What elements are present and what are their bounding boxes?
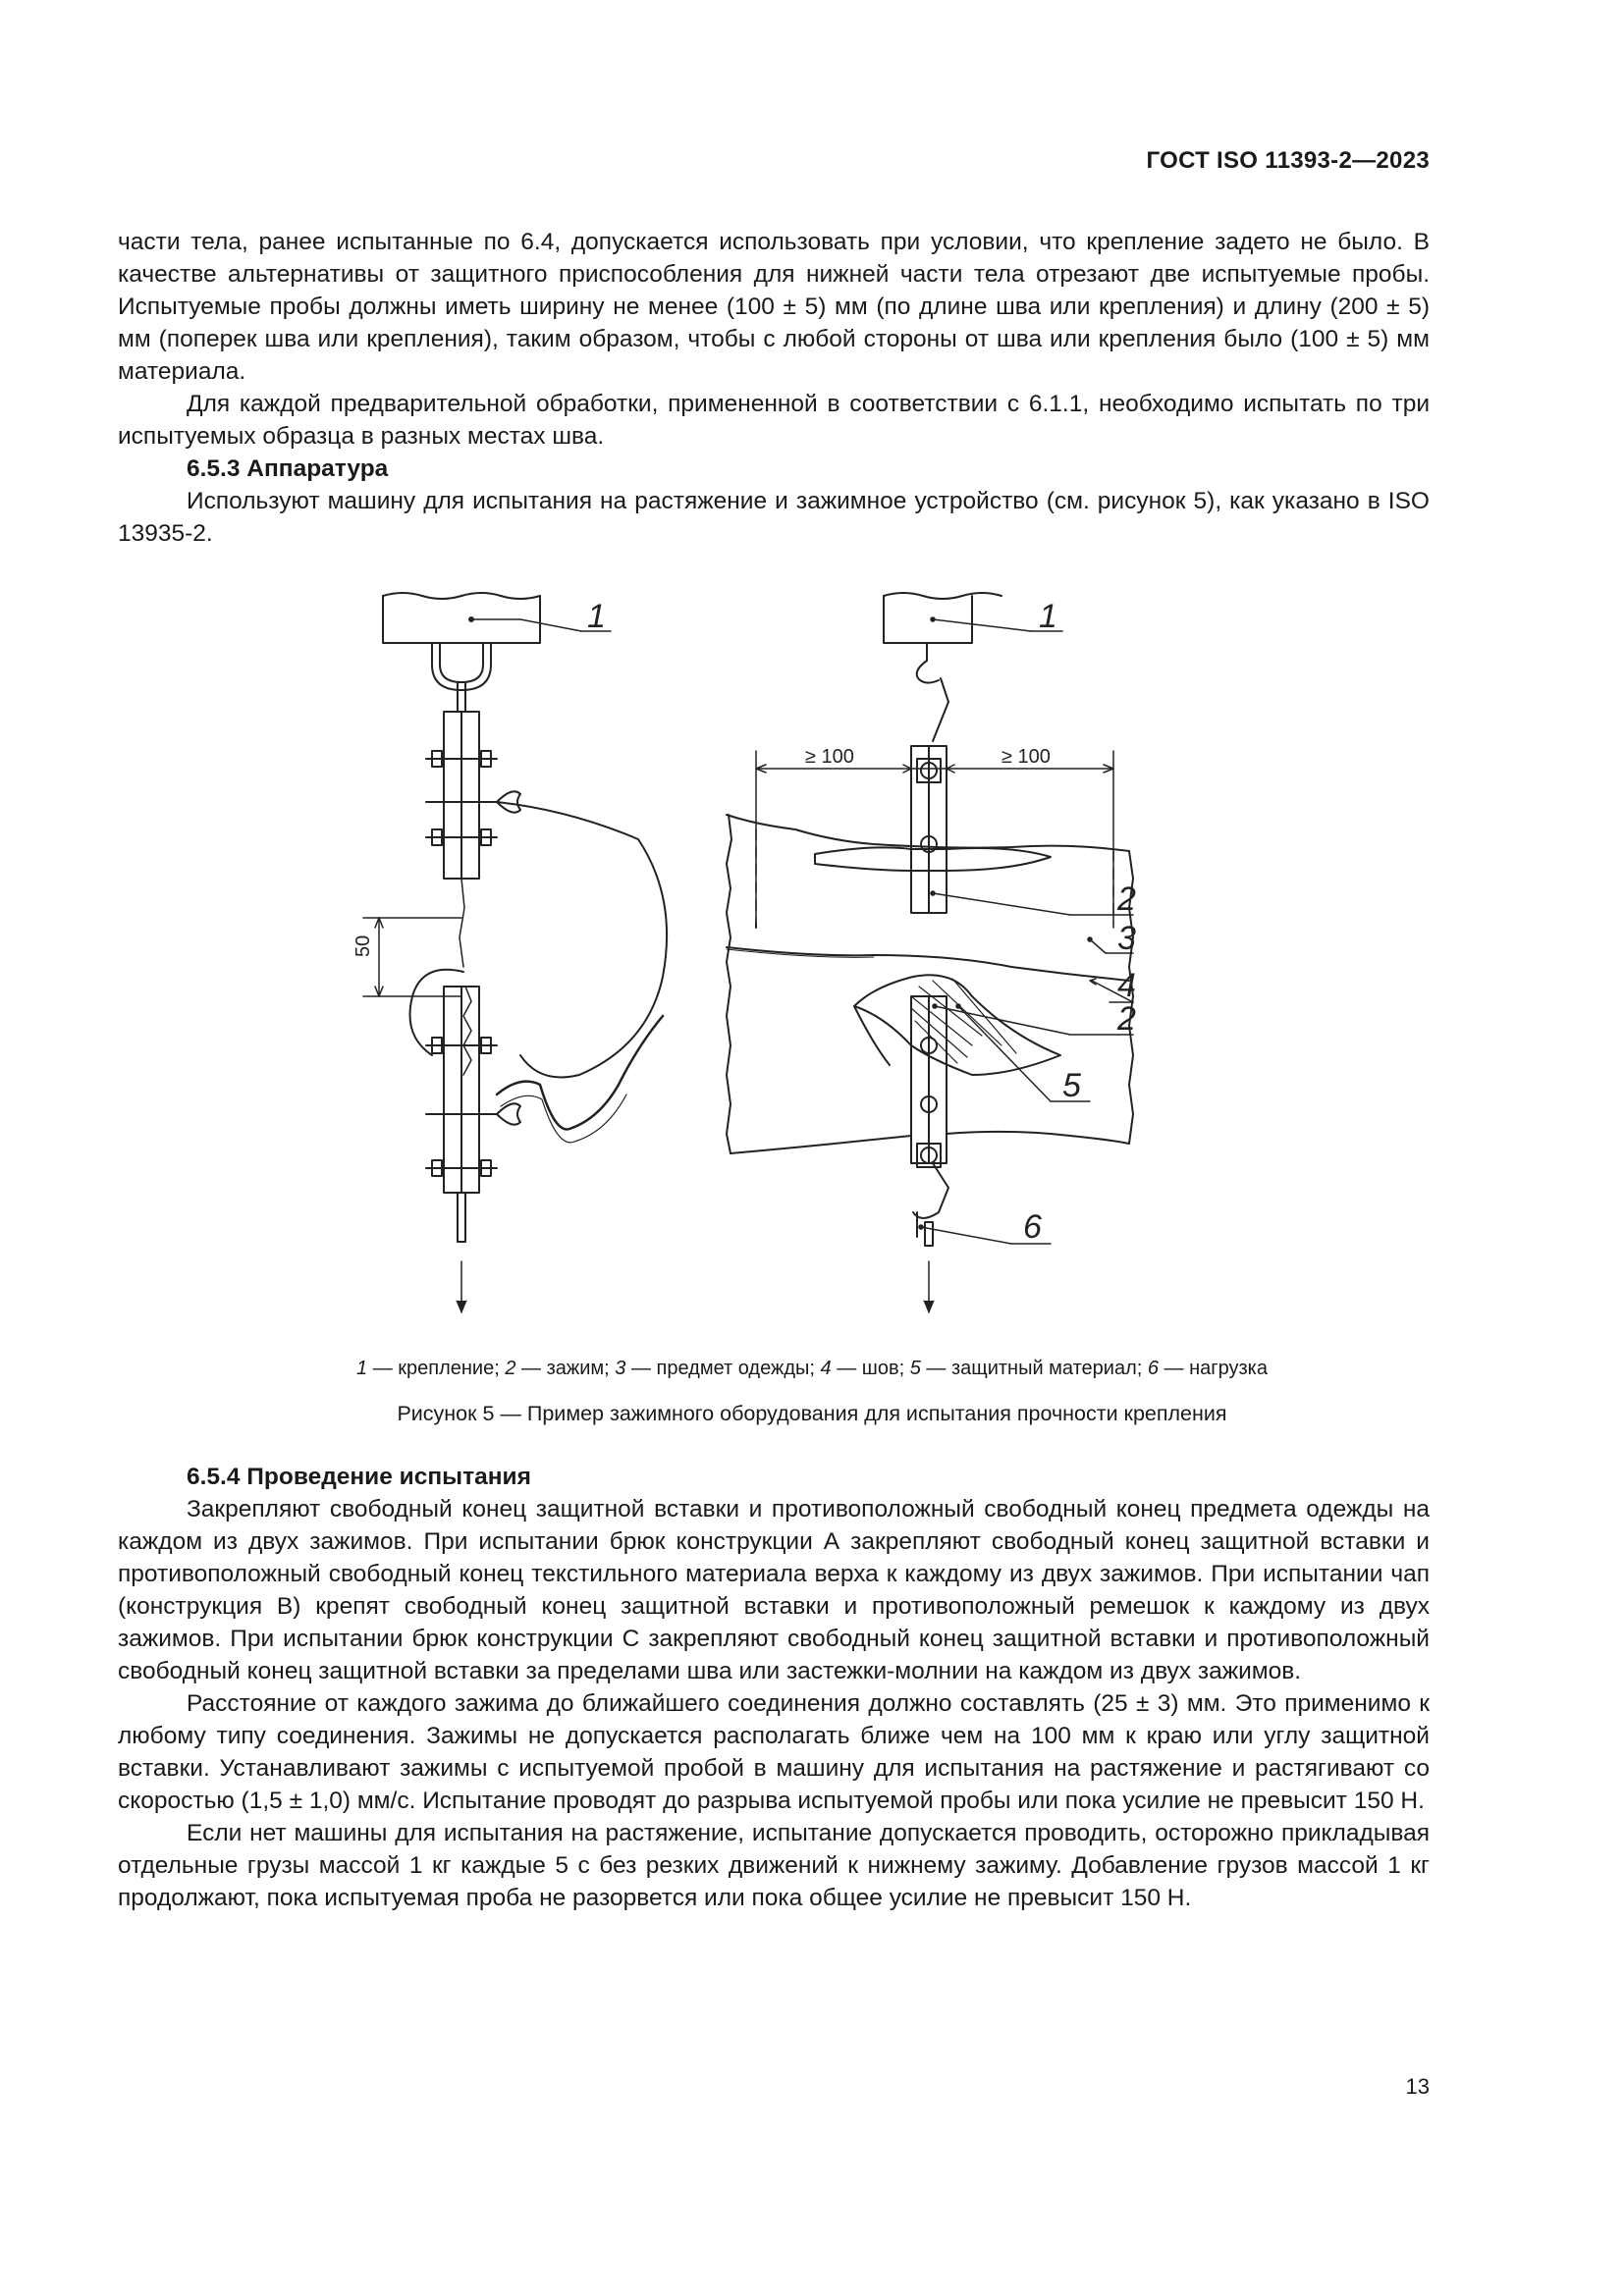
section-heading-6-5-3: 6.5.3 Аппаратура — [187, 455, 389, 482]
label-6: 6 — [1023, 1208, 1042, 1246]
section-heading-6-5-4: 6.5.4 Проведение испытания — [187, 1464, 531, 1490]
dimension-gap — [363, 918, 461, 996]
figure-legend — [0, 1358, 1624, 1380]
dimension-gap-label: 50 — [352, 934, 374, 957]
text-block-bottom — [118, 1461, 1430, 1914]
right-drawing — [727, 593, 1133, 1312]
dimension-right-label: ≥ 100 — [1001, 746, 1051, 768]
left-drawing — [352, 593, 667, 1312]
paragraph-apparatus: Используют машину для испытания на растяжение и зажимное устройство (см. рисунок 5), как указано в ISO 13935-2. — [118, 488, 1430, 547]
label-5: 5 — [1062, 1067, 1081, 1104]
legend-item-3: 3 — предмет одежды; — [615, 1358, 821, 1379]
label-1-right: 1 — [1039, 598, 1057, 635]
paragraph-weights: Если нет машины для испытания на растяжение, испытание допускается проводить, осторожно прикладывая отдельные грузы массой 1 кг каждые 5 с без резких движений к нижнему зажиму. Добавление грузов массой 1 кг продолжают, пока испытуемая проба не разорвется или пока общее усилие не превысит 150 Н. — [118, 1820, 1430, 1911]
label-3: 3 — [1117, 920, 1136, 957]
legend-item-2: 2 — зажим; — [505, 1358, 616, 1379]
legend-item-5: 5 — защитный материал; — [909, 1358, 1148, 1379]
legend-item-6: 6 — нагрузка — [1147, 1358, 1268, 1379]
lower-clamp-bolts — [426, 1038, 520, 1176]
paragraph-clamping: Закрепляют свободный конец защитной вставки и противоположный свободный конец предмета одежды на каждом из двух зажимов. При испытании брюк конструкции А закрепляют свободный конец защитной вставки и противоположный свободный конец текстильного материала верха к каждому из двух зажимов. При испытании чап (конструкция В) крепят свободный конец защитной вставки и противоположный ремешок к каждому из двух зажимов. При испытании брюк конструкции С закрепляют свободный конец защитной вставки и противоположный свободный конец защитной вставки за пределами шва или застежки-молнии на каждом из двух зажимов. — [118, 1496, 1430, 1684]
leader-lines — [919, 617, 1133, 1244]
page-number: 13 — [1405, 2074, 1430, 2099]
paragraph-continuation: части тела, ранее испытанные по 6.4, допускается использовать при условии, что крепление задето не было. В качестве альтернативы от защитного приспособления для нижней части тела отрезают две испытуемые пробы. Испытуемые пробы должны иметь ширину не менее (100 ± 5) мм (по длине шва или крепления) и длину (200 ± 5) мм (поперек шва или крепления), таким образом, чтобы с любой стороны от шва или крепления было (100 ± 5) мм материала. — [118, 229, 1430, 385]
label-1-left: 1 — [587, 598, 606, 635]
dimension-left-label: ≥ 100 — [805, 746, 854, 768]
label-4: 4 — [1117, 967, 1136, 1004]
paragraph-pretreatment: Для каждой предварительной обработки, примененной в соответствии с 6.1.1, необходимо испытать по три испытуемых образца в разных местах шва. — [118, 391, 1430, 450]
figure-title: Рисунок 5 — Пример зажимного оборудования для испытания прочности крепления — [397, 1402, 1227, 1425]
paragraph-distance: Расстояние от каждого зажима до ближайшего соединения должно составлять (25 ± 3) мм. Это применимо к любому типу соединения. Зажимы не допускается располагать ближе чем на 100 мм к краю или углу защитной вставки. Устанавливают зажимы с испытуемой пробой в машину для испытания на растяжение и растягивают со скоростью (1,5 ± 1,0) мм/с. Испытание проводят до разрыва испытуемой пробы или пока усилие не превысит 150 Н. — [118, 1690, 1430, 1814]
figure-clamping-equipment — [324, 584, 1227, 1340]
upper-clamp-bolts — [426, 751, 520, 845]
text-block-top — [118, 226, 1430, 550]
legend-item-1: 1 — крепление; — [356, 1358, 506, 1379]
document-header: ГОСТ ISO 11393-2—2023 — [1146, 147, 1430, 174]
label-2-upper: 2 — [1117, 881, 1136, 918]
legend-item-4: 4 — шов; — [820, 1358, 910, 1379]
label-2-lower: 2 — [1117, 1000, 1136, 1038]
